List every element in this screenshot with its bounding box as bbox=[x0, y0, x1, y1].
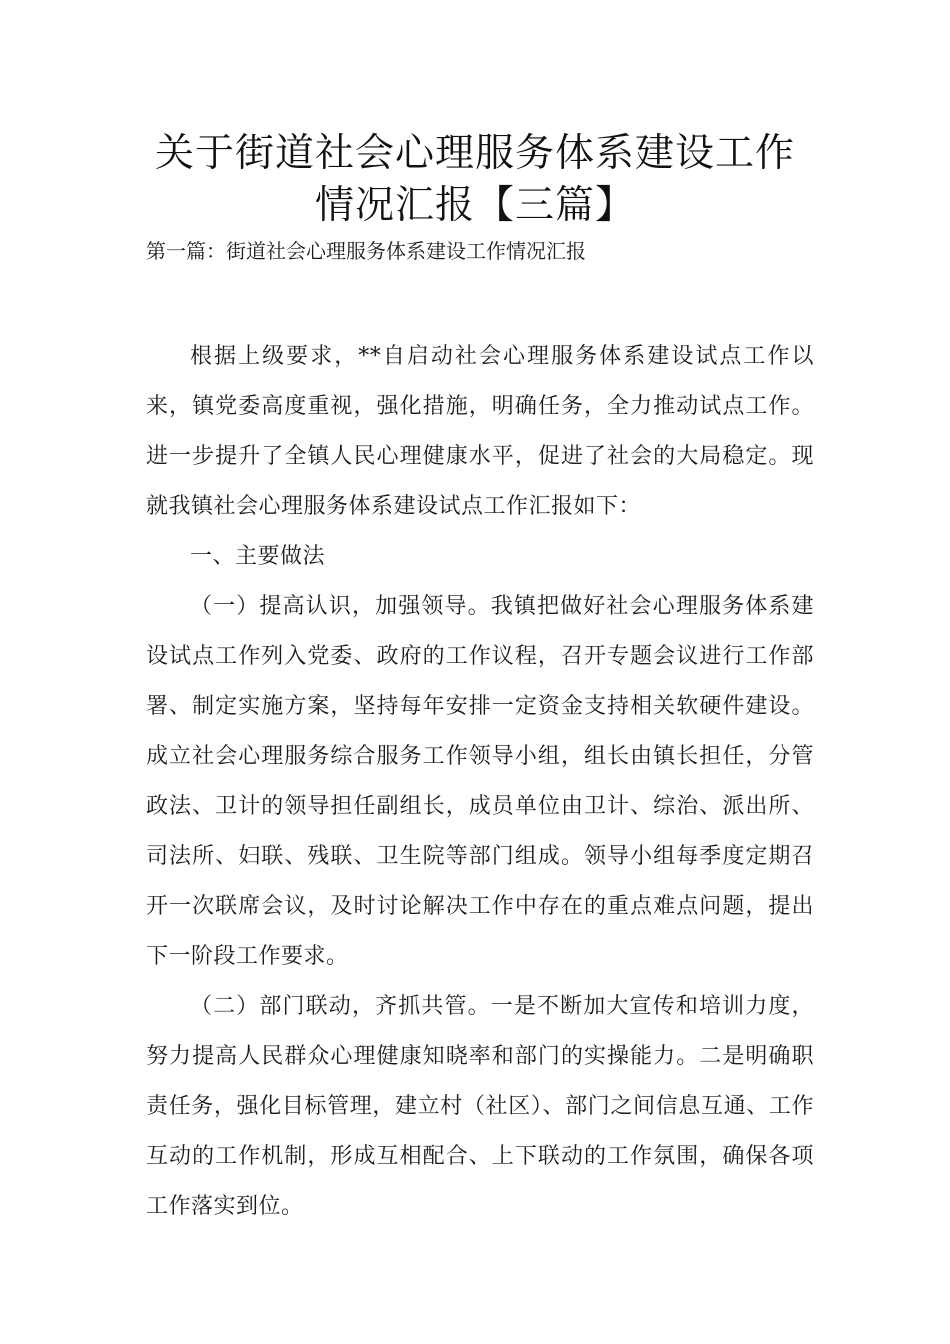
paragraph-coordination: （二）部门联动，齐抓共管。一是不断加大宣传和培训力度，努力提高人民群众心理健康知晓率和部门的实操能力。二是明确职责任务，强化目标管理，建立村（社区）、部门之间信息互通、工作互动的工作机制，形成互相配合、上下联动的工作氛围，确保各项工作落实到位。 bbox=[146, 994, 814, 1219]
document-subtitle: 第一篇：街道社会心理服务体系建设工作情况汇报 bbox=[146, 239, 586, 263]
document-title: 关于街道社会心理服务体系建设工作情况汇报【三篇】 bbox=[154, 131, 795, 228]
section-heading: 一、主要做法 bbox=[190, 544, 326, 569]
paragraph-leadership: （一）提高认识，加强领导。我镇把做好社会心理服务体系建设试点工作列入党委、政府的工作议程，召开专题会议进行工作部署、制定实施方案，坚持每年安排一定资金支持相关软硬件建设。成立社会心理服务综合服务工作领导小组，组长由镇长担任，分管政法、卫计的领导担任副组长，成员单位由卫计、综治、派出所、司法所、妇联、残联、卫生院等部门组成。领导小组每季度定期召开一次联席会议，及时讨论解决工作中存在的重点难点问题，提出下一阶段工作要求。 bbox=[146, 594, 814, 969]
document-body bbox=[146, 332, 814, 1232]
paragraph-intro: 根据上级要求，**自启动社会心理服务体系建设试点工作以来，镇党委高度重视，强化措施，明确任务，全力推动试点工作。进一步提升了全镇人民心理健康水平，促进了社会的大局稳定。现就我镇社会心理服务体系建设试点工作汇报如下： bbox=[146, 344, 814, 519]
